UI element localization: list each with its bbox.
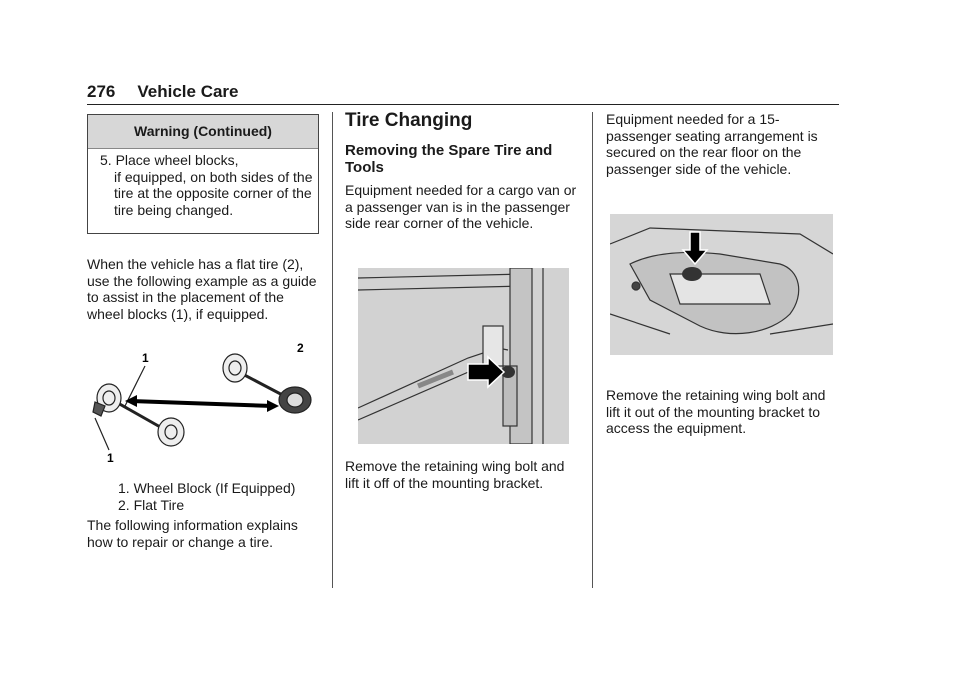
warning-box [87, 114, 319, 234]
figure-caption-list [87, 480, 295, 514]
subsection-title: Removing the Spare Tire and Tools [345, 142, 553, 176]
page-title: Vehicle Care [137, 82, 239, 101]
wheel-blocks-illustration [87, 338, 322, 468]
warning-title: Warning (Continued) [88, 115, 318, 149]
left-footer [87, 517, 322, 550]
right-text-2 [606, 387, 841, 437]
footer-paragraph: The following information explains how to repair or change a tire. [87, 517, 298, 550]
middle-paragraph-1: Equipment needed for a cargo van or a passenger van is in the passenger side rear corner of the vehicle. [345, 182, 577, 231]
caption-item-1: 1. Wheel Block (If Equipped) [118, 480, 296, 496]
warning-step-first-line: 5. Place wheel blocks, [100, 152, 239, 168]
warning-body [88, 149, 318, 218]
figure-label-block-top: 1 [142, 351, 149, 365]
page-header [87, 82, 239, 102]
column-divider-1 [332, 112, 333, 588]
right-paragraph-2: Remove the retaining wing bolt and lift it out of the mounting bracket to access the equipment. [606, 387, 826, 436]
caption-item-2: 2. Flat Tire [118, 497, 185, 513]
right-paragraph-1: Equipment needed for a 15-passenger seating arrangement is secured on the rear floor on the passenger side of the vehicle. [606, 111, 818, 177]
middle-text-1 [345, 182, 580, 232]
passenger-floor-bolt-illustration [610, 214, 833, 355]
left-intro [87, 256, 322, 322]
warning-step-rest: if equipped, on both sides of the tire at the opposite corner of the tire being changed. [114, 168, 313, 218]
cargo-van-bolt-illustration [358, 268, 569, 444]
page-number: 276 [87, 82, 116, 101]
header-rule [87, 104, 839, 105]
figure-label-block-bottom: 1 [107, 451, 114, 465]
right-text-1 [606, 111, 841, 177]
column-divider-2 [592, 112, 593, 588]
section-title: Tire Changing [345, 110, 473, 131]
figure-label-flat-tire: 2 [297, 341, 304, 355]
middle-paragraph-2: Remove the retaining wing bolt and lift it off of the mounting bracket. [345, 458, 565, 491]
intro-paragraph: When the vehicle has a flat tire (2), use the following example as a guide to assist in the placement of the wheel blocks (1), if equipped. [87, 256, 317, 322]
middle-text-2 [345, 458, 580, 491]
